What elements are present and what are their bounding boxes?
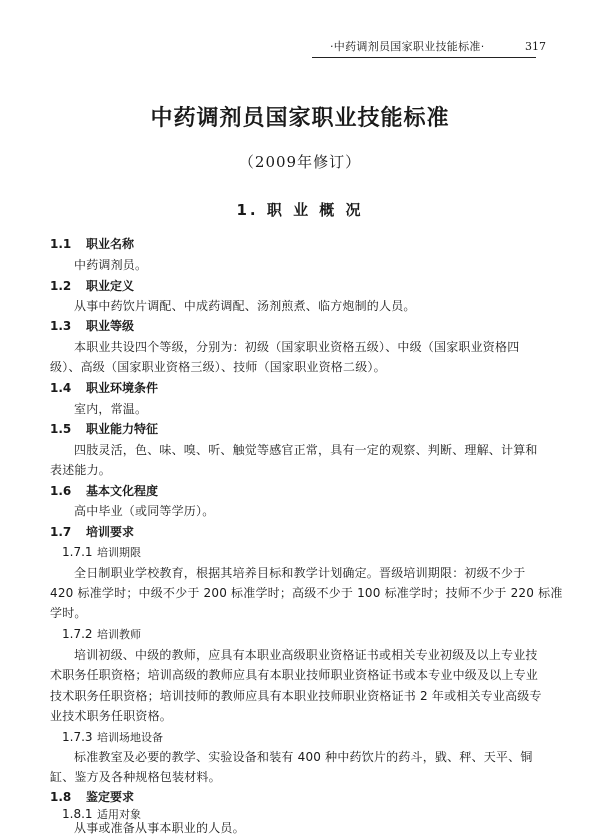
body-line: 从事中药饮片调配、中成药调配、汤剂煎煮、临方炮制的人员。 bbox=[74, 299, 416, 313]
section-title: 职业定义 bbox=[86, 279, 135, 293]
body-line: 术职务任职资格；培训高级的教师应具有本职业技师职业资格证书或本专业中级及以上专业 bbox=[50, 668, 539, 682]
section-title: 培训要求 bbox=[86, 525, 135, 539]
body-line: 高中毕业（或同等学历）。 bbox=[74, 504, 215, 518]
running-header bbox=[330, 39, 552, 55]
section-number: 1.8 bbox=[50, 790, 72, 804]
body-line: 四肢灵活，色、味、嗅、听、触觉等感官正常，具有一定的观察、判断、理解、计算和 bbox=[74, 443, 538, 457]
body-line: 技术职务任职资格；培训技师的教师应具有本职业技师职业资格证书 2 年或相关专业高级专 bbox=[50, 689, 542, 703]
section-number: 1.4 bbox=[50, 381, 72, 395]
body-line: 表述能力。 bbox=[50, 463, 112, 477]
body-line: 缸、鉴方及各种规格包装材料。 bbox=[50, 770, 221, 784]
body-line: 420 标准学时；中级不少于 200 标准学时；高级不少于 100 标准学时；技师不少于 220 标准 bbox=[50, 586, 563, 600]
subsection-number: 1.7.1 bbox=[62, 545, 93, 559]
subsection-number: 1.7.3 bbox=[62, 730, 93, 744]
section-heading bbox=[50, 483, 158, 499]
section-number: 1.3 bbox=[50, 319, 72, 333]
body-line: 从事或准备从事本职业的人员。 bbox=[74, 821, 245, 835]
section-title: 职业等级 bbox=[86, 319, 135, 333]
subsection-heading bbox=[62, 544, 141, 561]
running-header-title: ·中药调剂员国家职业技能标准· bbox=[330, 40, 485, 53]
subsection-heading bbox=[62, 729, 163, 746]
section-title: 基本文化程度 bbox=[86, 484, 159, 498]
subsection-title: 培训场地设备 bbox=[97, 731, 163, 744]
section-number: 1.2 bbox=[50, 279, 72, 293]
subsection-title: 适用对象 bbox=[97, 808, 141, 821]
body-line: 业技术职务任职资格。 bbox=[50, 709, 173, 723]
section-heading bbox=[50, 380, 158, 396]
subsection-heading bbox=[62, 626, 141, 643]
section-heading bbox=[50, 524, 134, 540]
section-number: 1.6 bbox=[50, 484, 72, 498]
body-line: 标准教室及必要的教学、实验设备和装有 400 种中药饮片的药斗，戥、秤、天平、铜 bbox=[74, 750, 533, 764]
section-title: 鉴定要求 bbox=[86, 790, 135, 804]
header-rule bbox=[312, 57, 536, 58]
section-number: 1.5 bbox=[50, 422, 72, 436]
chapter-title: 1. 职 业 概 况 bbox=[236, 201, 364, 219]
section-heading bbox=[50, 789, 134, 805]
section-heading bbox=[50, 236, 134, 252]
body-line: 级）、高级（国家职业资格三级）、技师（国家职业资格二级）。 bbox=[50, 360, 386, 374]
subsection-title: 培训期限 bbox=[97, 546, 141, 559]
document-title: 中药调剂员国家职业技能标准 bbox=[150, 106, 450, 131]
section-heading bbox=[50, 421, 158, 437]
section-title: 职业环境条件 bbox=[86, 381, 159, 395]
subsection-number: 1.8.1 bbox=[62, 807, 93, 821]
document-subtitle: （2009年修订） bbox=[238, 153, 362, 171]
body-line: 全日制职业学校教育，根据其培养目标和教学计划确定。晋级培训期限：初级不少于 bbox=[74, 566, 526, 580]
section-heading bbox=[50, 278, 134, 294]
section-title: 职业名称 bbox=[86, 237, 135, 251]
body-line: 中药调剂员。 bbox=[74, 258, 148, 272]
section-number: 1.7 bbox=[50, 525, 72, 539]
section-title: 职业能力特征 bbox=[86, 422, 159, 436]
subsection-number: 1.7.2 bbox=[62, 627, 93, 641]
section-number: 1.1 bbox=[50, 237, 72, 251]
subsection-title: 培训教师 bbox=[97, 628, 141, 641]
body-line: 培训初级、中级的教师，应具有本职业高级职业资格证书或相关专业初级及以上专业技 bbox=[74, 648, 538, 662]
body-line: 学时。 bbox=[50, 606, 87, 620]
body-line: 本职业共设四个等级，分别为：初级（国家职业资格五级）、中级（国家职业资格四 bbox=[74, 340, 520, 354]
section-heading bbox=[50, 318, 134, 334]
body-line: 室内，常温。 bbox=[74, 402, 148, 416]
page-number: 317 bbox=[525, 40, 546, 53]
